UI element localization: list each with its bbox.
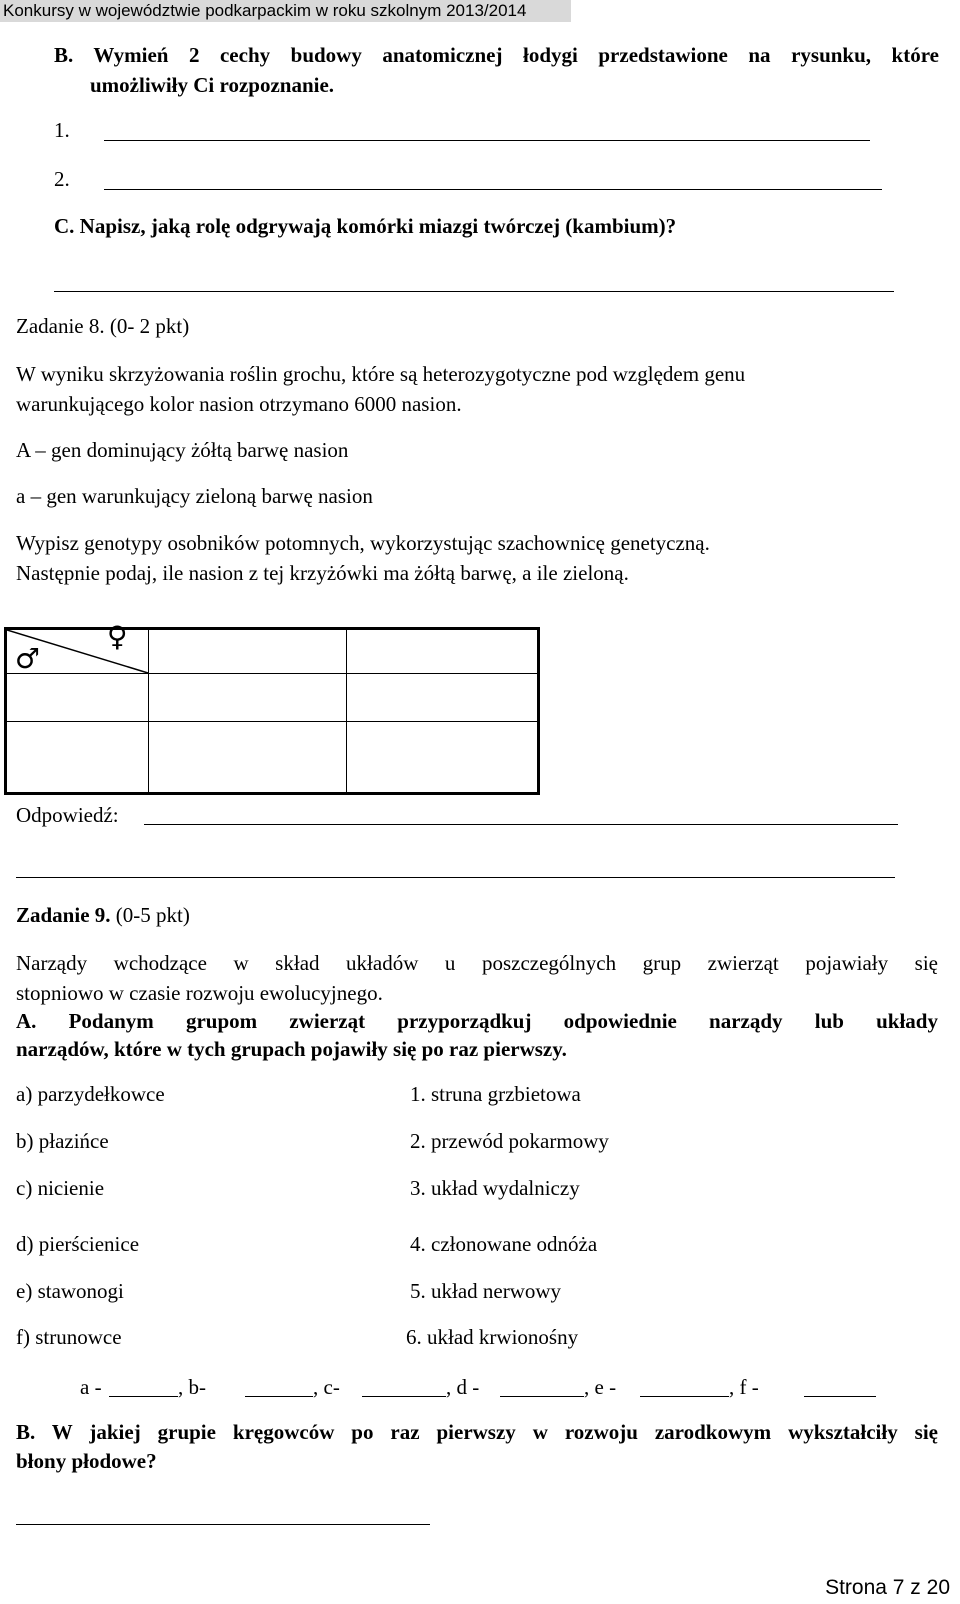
task9-a-instruction-line1: A. Podanym grupom zwierząt przyporządkuj odpowiednie narządy lub układy [16, 1009, 938, 1033]
allele-recessive: a – gen warunkujący zieloną barwę nasion [16, 484, 373, 508]
punnett-row-divider-2 [7, 721, 537, 722]
task9-b-question-line2: błony płodowe? [16, 1449, 157, 1473]
page-number-middle: z [904, 1576, 927, 1599]
group-a: a) parzydełkowce [16, 1082, 165, 1106]
task8-heading [16, 314, 189, 339]
group-d: d) pierścienice [16, 1232, 140, 1256]
page-number-prefix: Strona [825, 1576, 893, 1599]
task7-c-question: C. Napisz, jaką rolę odgrywają komórki miazgi twórczej (kambium)? [54, 214, 677, 238]
task7-b-question-line2: umożliwiły Ci rozpoznanie. [90, 73, 335, 97]
organ-5: 5. układ nerwowy [410, 1279, 562, 1303]
organ-2: 2. przewód pokarmowy [410, 1129, 609, 1153]
female-symbol-icon: ♀ [107, 620, 128, 653]
answer-2-line[interactable] [104, 189, 882, 190]
male-symbol-icon: ♂ [15, 642, 41, 675]
group-e: e) stawonogi [16, 1279, 124, 1303]
match-blank-b[interactable] [245, 1396, 313, 1397]
punnett-square[interactable] [4, 620, 540, 795]
task8-title: Zadanie 8. [16, 314, 105, 338]
group-c: c) nicienie [16, 1176, 105, 1200]
task9-points: (0-5 pkt) [110, 903, 190, 927]
match-label-b: , b- [178, 1375, 206, 1399]
organ-3: 3. układ wydalniczy [410, 1176, 580, 1200]
page-number-total: 20 [926, 1576, 950, 1599]
task8-intro-line1: W wyniku skrzyżowania roślin grochu, które są heterozygotyczne pod względem genu [16, 362, 746, 386]
answer-1-line[interactable] [104, 140, 870, 141]
task8-answer-label: Odpowiedź: [16, 803, 119, 827]
task8-intro-line2: warunkującego kolor nasion otrzymano 6000 nasion. [16, 392, 462, 416]
match-label-e: , e - [584, 1375, 617, 1399]
page-number-current: 7 [892, 1576, 905, 1599]
match-blank-c[interactable] [362, 1396, 446, 1397]
organ-6: 6. układ krwionośny [406, 1325, 579, 1349]
task9-b-answer-line[interactable] [16, 1524, 430, 1525]
organ-1: 1. struna grzbietowa [410, 1082, 581, 1106]
group-f: f) strunowce [16, 1325, 122, 1349]
page-number [825, 1576, 950, 1600]
match-blank-a[interactable] [109, 1396, 178, 1397]
match-label-d: , d - [446, 1375, 480, 1399]
task9-intro-line1: Narządy wchodzące w skład układów u poszczególnych grup zwierząt pojawiały się [16, 951, 938, 975]
group-b: b) płazińce [16, 1129, 109, 1153]
answer-1-label: 1. [54, 118, 70, 142]
punnett-col-divider-2 [346, 630, 347, 792]
match-label-f: , f - [729, 1375, 759, 1399]
task9-heading [16, 903, 190, 928]
task9-title: Zadanie 9. [16, 903, 111, 927]
match-blank-e[interactable] [640, 1396, 729, 1397]
task7-c-answer-line[interactable] [54, 291, 894, 292]
task8-answer-line-2[interactable] [16, 877, 895, 878]
match-label-c: , c- [313, 1375, 340, 1399]
task9-a-instruction-line2: narządów, które w tych grupach pojawiły się po raz pierwszy. [16, 1037, 567, 1061]
match-label-a: a - [80, 1375, 102, 1399]
organ-4: 4. członowane odnóża [410, 1232, 598, 1256]
task7-b-question-line1: B. Wymień 2 cechy budowy anatomicznej łodygi przedstawione na rysunku, które [54, 43, 939, 67]
allele-dominant: A – gen dominujący żółtą barwę nasion [16, 438, 349, 462]
match-blank-d[interactable] [500, 1396, 584, 1397]
page-header: Konkursy w województwie podkarpackim w roku szkolnym 2013/2014 [0, 0, 571, 22]
task9-b-question-line1: B. W jakiej grupie kręgowców po raz pierwszy w rozwoju zarodkowym wykształciły się [16, 1420, 938, 1444]
answer-2-label: 2. [54, 167, 70, 191]
task9-intro-line2: stopniowo w czasie rozwoju ewolucyjnego. [16, 981, 383, 1005]
task8-answer-line-1[interactable] [144, 824, 898, 825]
task8-instruction-line2: Następnie podaj, ile nasion z tej krzyżówki ma żółtą barwę, a ile zieloną. [16, 561, 629, 585]
match-blank-f[interactable] [804, 1396, 876, 1397]
task8-instruction-line1: Wypisz genotypy osobników potomnych, wykorzystując szachownicę genetyczną. [16, 531, 710, 555]
task8-points: (0- 2 pkt) [104, 314, 190, 338]
